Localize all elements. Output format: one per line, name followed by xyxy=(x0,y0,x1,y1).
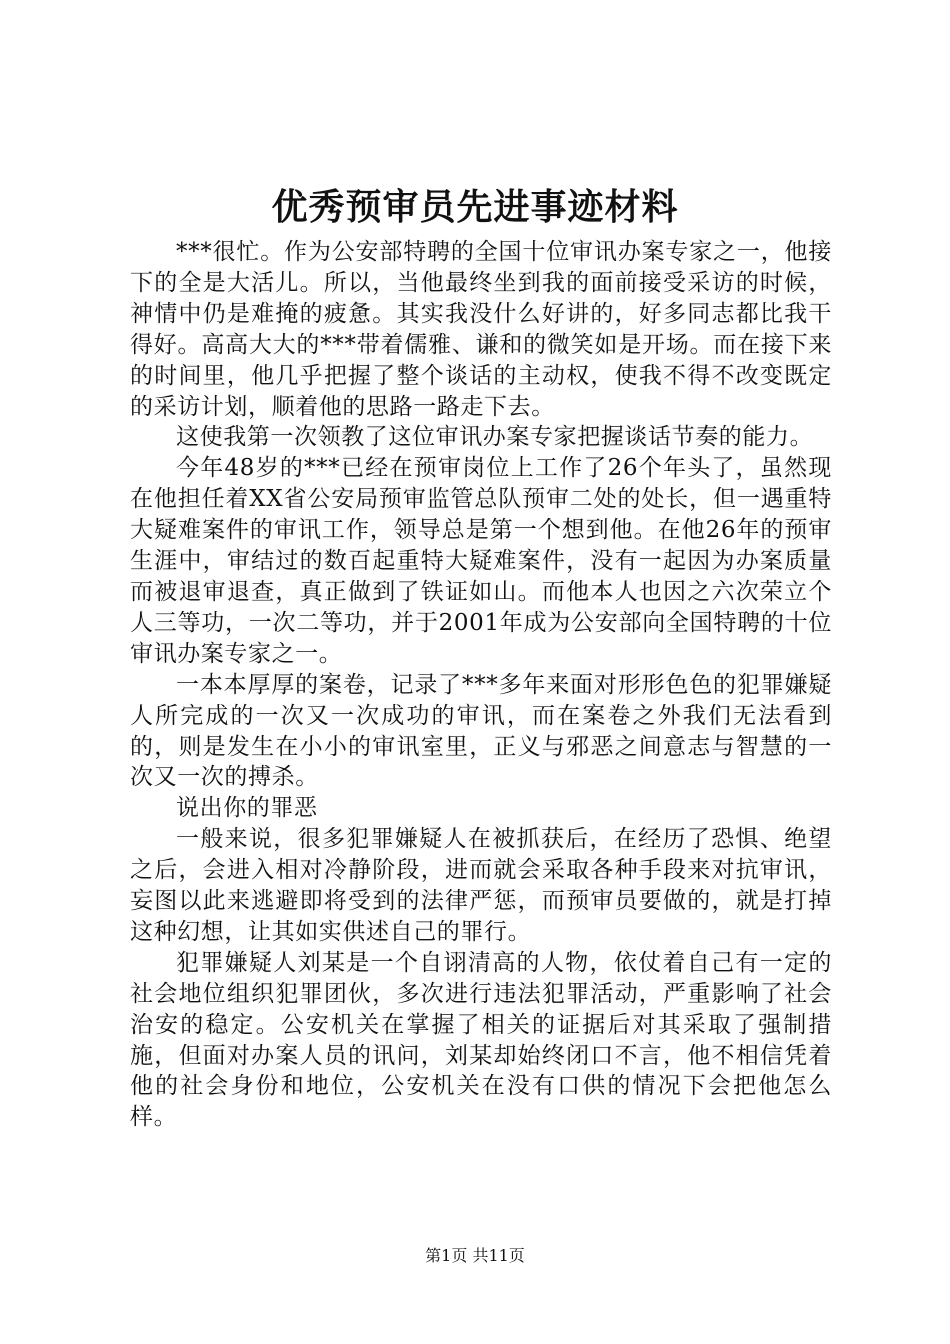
paragraph: 这使我第一次领教了这位审讯办案专家把握谈话节奏的能力。 xyxy=(176,424,814,451)
document-title: 优秀预审员先进事迹材料 xyxy=(271,186,679,228)
paragraph: 一本本厚厚的案卷，记录了***多年来面对形形色色的犯罪嫌疑人所完成的一次又一次成功的审讯，而在案卷之外我们无法看到的，则是发生在小小的审讯室里，正义与邪恶之间意志与智慧的一次又一次的搏杀。 xyxy=(130,671,832,791)
page-footer: 第1页 共11页 xyxy=(425,1246,525,1265)
paragraph: 今年48岁的***已经在预审岗位上工作了26个年头了，虽然现在他担任着XX省公安局预审监管总队预审二处的处长，但一遇重特大疑难案件的审讯工作，领导总是第一个想到他。在他26年的预审生涯中，审结过的数百起重特大疑难案件，没有一起因为办案质量而被退审退查，真正做到了铁证如山。而他本人也因之六次荣立个人三等功，一次二等功，并于2001年成为公安部向全国特聘的十位审讯办案专家之一。 xyxy=(130,455,832,667)
paragraph: 犯罪嫌疑人刘某是一个自诩清高的人物，依仗着自己有一定的社会地位组织犯罪团伙，多次进行违法犯罪活动，严重影响了社会治安的稳定。公安机关在掌握了相关的证据后对其采取了强制措施，但面对办案人员的讯问，刘某却始终闭口不言，他不相信凭着他的社会身份和地位，公安机关在没有口供的情况下会把他怎么样。 xyxy=(130,949,832,1131)
section-heading: 说出你的罪恶 xyxy=(176,795,318,822)
paragraph: ***很忙。作为公安部特聘的全国十位审讯办案专家之一，他接下的全是大活儿。所以，当他最终坐到我的面前接受采访的时候，神情中仍是难掩的疲惫。其实我没什么好讲的，好多同志都比我干得好。高高大大的***带着儒雅、谦和的微笑如是开场。而在接下来的时间里，他几乎把握了整个谈话的主动权，使我不得不改变既定的采访计划，顺着他的思路一路走下去。 xyxy=(130,239,832,420)
paragraph: 一般来说，很多犯罪嫌疑人在被抓获后，在经历了恐惧、绝望之后，会进入相对冷静阶段，进而就会采取各种手段来对抗审讯，妄图以此来逃避即将受到的法律严惩，而预审员要做的，就是打掉这种幻想，让其如实供述自己的罪行。 xyxy=(130,826,832,945)
document-body xyxy=(130,237,832,1133)
